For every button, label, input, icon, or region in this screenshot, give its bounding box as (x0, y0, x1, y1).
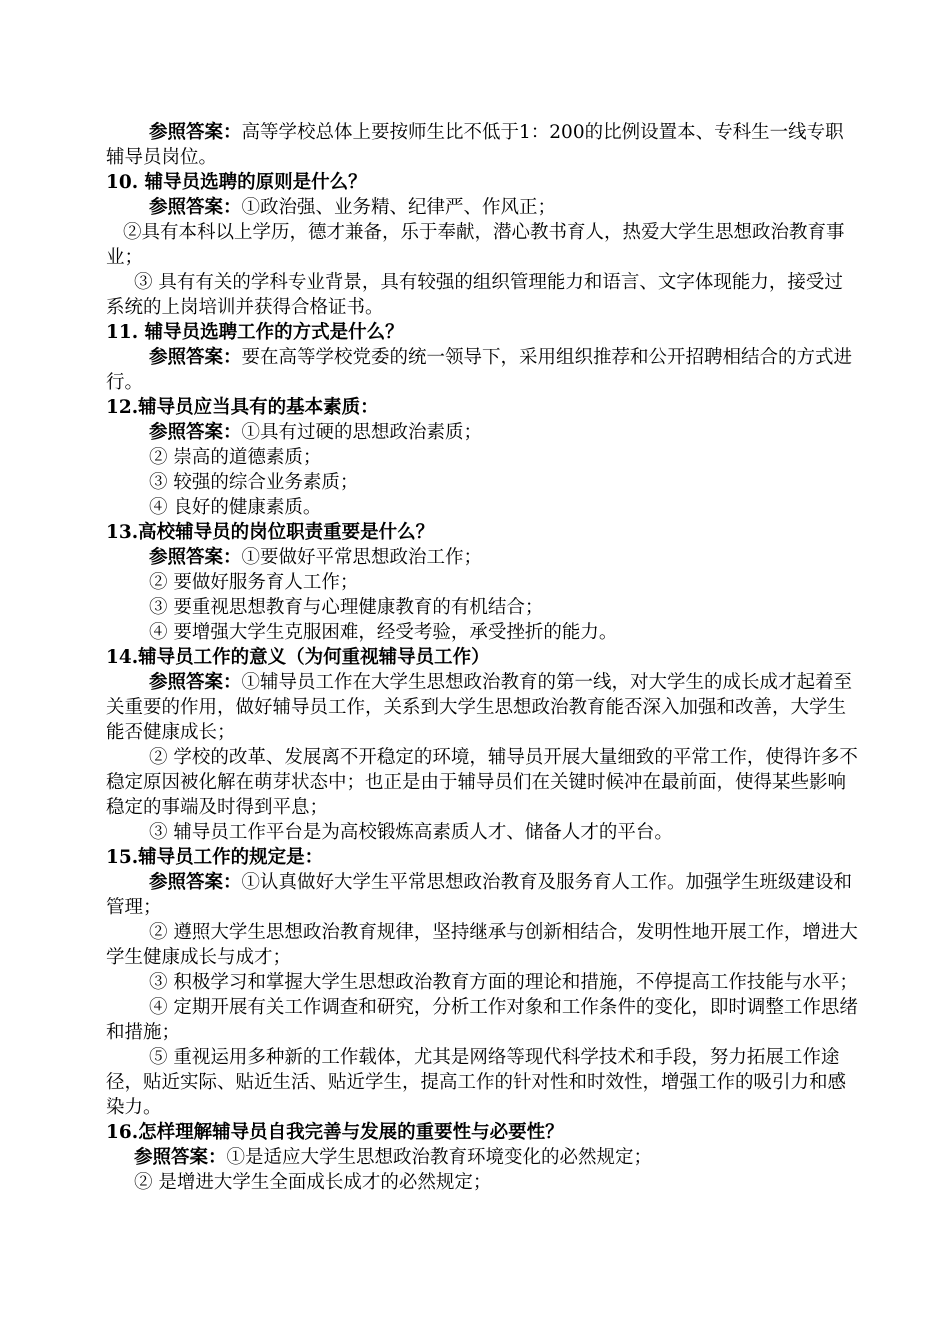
answer-paragraph (106, 420, 860, 445)
answer-label: 参照答案： (149, 122, 242, 143)
answer-text: 要在高等学校党委的统一领导下，采用组织推荐和公开招聘相结合的方式进行。 (106, 347, 853, 393)
answer-paragraph (106, 920, 860, 970)
question-heading: 15.辅导员工作的规定是： (106, 847, 324, 868)
answer-paragraph (106, 1145, 860, 1170)
answer-label: 参照答案： (149, 347, 242, 368)
answer-paragraph (106, 570, 860, 595)
answer-paragraph (106, 870, 860, 920)
question-heading: 11. 辅导员选聘工作的方式是什么？ (106, 322, 404, 343)
answer-paragraph (106, 1045, 860, 1120)
answer-text: ①要做好平常思想政治工作； (241, 547, 483, 568)
question-heading: 16.怎样理解辅导员自我完善与发展的重要性与必要性？ (106, 1122, 564, 1143)
answer-paragraph (106, 820, 860, 845)
answer-text: 高等学校总体上要按师生比不低于1：200的比例设置本、专科生一线专职辅导员岗位。 (106, 122, 844, 168)
answer-text: ①政治强、业务精、纪律严、作风正； (241, 197, 557, 218)
answer-text: ①认真做好大学生平常思想政治教育及服务育人工作。加强学生班级建设和管理； (106, 872, 853, 918)
answer-text: ④ 要增强大学生克服困难，经受考验，承受挫折的能力。 (149, 622, 618, 643)
answer-paragraph (106, 1170, 860, 1195)
question-heading: 14.辅导员工作的意义（为何重视辅导员工作） (106, 647, 490, 668)
question-heading: 10. 辅导员选聘的原则是什么？ (106, 172, 367, 193)
answer-paragraph (106, 470, 860, 495)
answer-paragraph (106, 495, 860, 520)
answer-text: ③ 积极学习和掌握大学生思想政治教育方面的理论和措施，不停提高工作技能与水平； (149, 972, 858, 993)
question-heading: 12.辅导员应当具有的基本素质： (106, 397, 379, 418)
answer-paragraph (106, 595, 860, 620)
answer-paragraph (106, 220, 860, 270)
answer-text: ④ 良好的健康素质。 (149, 497, 322, 518)
answer-paragraph (106, 445, 860, 470)
answer-paragraph (106, 970, 860, 995)
answer-text: ② 是增进大学生全面成长成才的必然规定； (134, 1172, 492, 1193)
answer-text: ①具有过硬的思想政治素质； (241, 422, 483, 443)
answer-text: ② 崇高的道德素质； (149, 447, 322, 468)
answer-text: ③ 要重视思想教育与心理健康教育的有机结合； (149, 597, 544, 618)
answer-paragraph (106, 995, 860, 1045)
answer-paragraph (106, 270, 860, 320)
answer-label: 参照答案： (149, 672, 242, 693)
answer-text: ③ 较强的综合业务素质； (149, 472, 359, 493)
answer-text: ②具有本科以上学历，德才兼备，乐于奉献，潜心教书育人，热爱大学生思想政治教育事业； (106, 222, 845, 268)
answer-paragraph (106, 670, 860, 745)
answer-paragraph (106, 745, 860, 820)
answer-text: ①辅导员工作在大学生思想政治教育的第一线，对大学生的成长成才起着至关重要的作用，做好辅导员工作，关系到大学生思想政治教育能否深入加强和改善，大学生能否健康成长； (106, 672, 853, 743)
answer-text: ⑤ 重视运用多种新的工作载体，尤其是网络等现代科学技术和手段，努力拓展工作途径，贴近实际、贴近生活、贴近学生，提高工作的针对性和时效性，增强工作的吸引力和感染力。 (106, 1047, 847, 1118)
answer-text: ② 要做好服务育人工作； (149, 572, 359, 593)
answer-text: ② 遵照大学生思想政治教育规律，坚持继承与创新相结合，发明性地开展工作，增进大学生健康成长与成才； (106, 922, 858, 968)
answer-label: 参照答案： (149, 422, 242, 443)
answer-text: ④ 定期开展有关工作调查和研究，分析工作对象和工作条件的变化，即时调整工作思绪和措施； (106, 997, 858, 1043)
question-heading: 13.高校辅导员的岗位职责重要是什么？ (106, 522, 435, 543)
answer-paragraph (106, 545, 860, 570)
answer-label: 参照答案： (149, 547, 242, 568)
answer-label: 参照答案： (134, 1147, 227, 1168)
answer-label: 参照答案： (149, 872, 242, 893)
answer-text: ③ 辅导员工作平台是为高校锻炼高素质人才、储备人才的平台。 (149, 822, 673, 843)
answer-label: 参照答案： (149, 197, 242, 218)
answer-paragraph (106, 120, 860, 170)
answer-text: ③ 具有有关的学科专业背景，具有较强的组织管理能力和语言、文字体现能力，接受过系统的上岗培训并获得合格证书。 (106, 272, 843, 318)
answer-text: ② 学校的改革、发展离不开稳定的环境，辅导员开展大量细致的平常工作，使得许多不稳定原因被化解在萌芽状态中；也正是由于辅导员们在关键时候冲在最前面，使得某些影响稳定的事端及时得到平息； (106, 747, 858, 818)
answer-text: ①是适应大学生思想政治教育环境变化的必然规定； (226, 1147, 653, 1168)
answer-paragraph (106, 195, 860, 220)
answer-paragraph (106, 620, 860, 645)
answer-paragraph (106, 345, 860, 395)
